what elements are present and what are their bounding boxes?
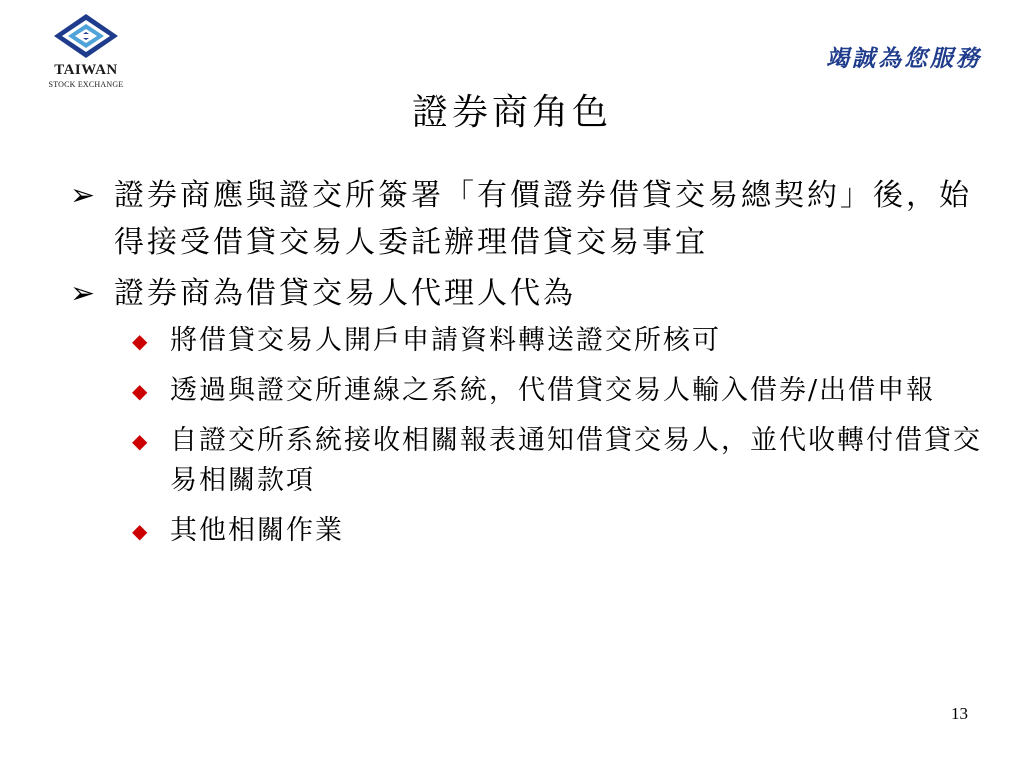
bullet-text-1: 證券商應與證交所簽署「有價證券借貸交易總契約」後，始得接受借貸交易人委託辦理借貸交易事宜 bbox=[114, 178, 972, 260]
sub-bullet-text-4: 其他相關作業 bbox=[170, 515, 344, 546]
arrow-bullet-icon: ➢ bbox=[70, 178, 99, 213]
sub-bullet-item-1 bbox=[132, 321, 990, 361]
bullet-item-1 bbox=[70, 172, 990, 266]
sub-bullet-text-1: 將借貸交易人開戶申請資料轉送證交所核可 bbox=[170, 325, 721, 356]
bullet-item-2 bbox=[70, 270, 990, 317]
sub-bullet-list bbox=[132, 321, 990, 551]
slogan: 竭誠為您服務 bbox=[826, 45, 982, 72]
sub-bullet-item-4 bbox=[132, 511, 990, 551]
sub-bullet-text-3: 自證交所系統接收相關報表通知借貸交易人，並代收轉付借貸交易相關款項 bbox=[170, 425, 982, 496]
logo-emblem-icon bbox=[40, 12, 132, 62]
page-number: 13 bbox=[951, 704, 968, 723]
diamond-bullet-icon: ◆ bbox=[132, 379, 150, 403]
sub-bullet-text-2: 透過與證交所連線之系統，代借貸交易人輸入借券/出借申報 bbox=[170, 375, 936, 406]
diamond-bullet-icon: ◆ bbox=[132, 329, 150, 353]
sub-bullet-item-3 bbox=[132, 421, 990, 501]
taiwan-stock-exchange-logo bbox=[40, 12, 132, 92]
logo-text-taiwan: TAIWAN bbox=[54, 62, 118, 78]
logo-text-stock-exchange: STOCK EXCHANGE bbox=[48, 80, 124, 89]
slide-title: 證券商角色 bbox=[411, 92, 612, 133]
sub-bullet-item-2 bbox=[132, 371, 990, 411]
diamond-bullet-icon: ◆ bbox=[132, 519, 150, 543]
arrow-bullet-icon: ➢ bbox=[70, 276, 99, 311]
slide-content bbox=[70, 172, 990, 561]
bullet-text-2: 證券商為借貸交易人代理人代為 bbox=[114, 276, 576, 311]
diamond-bullet-icon: ◆ bbox=[132, 429, 150, 453]
